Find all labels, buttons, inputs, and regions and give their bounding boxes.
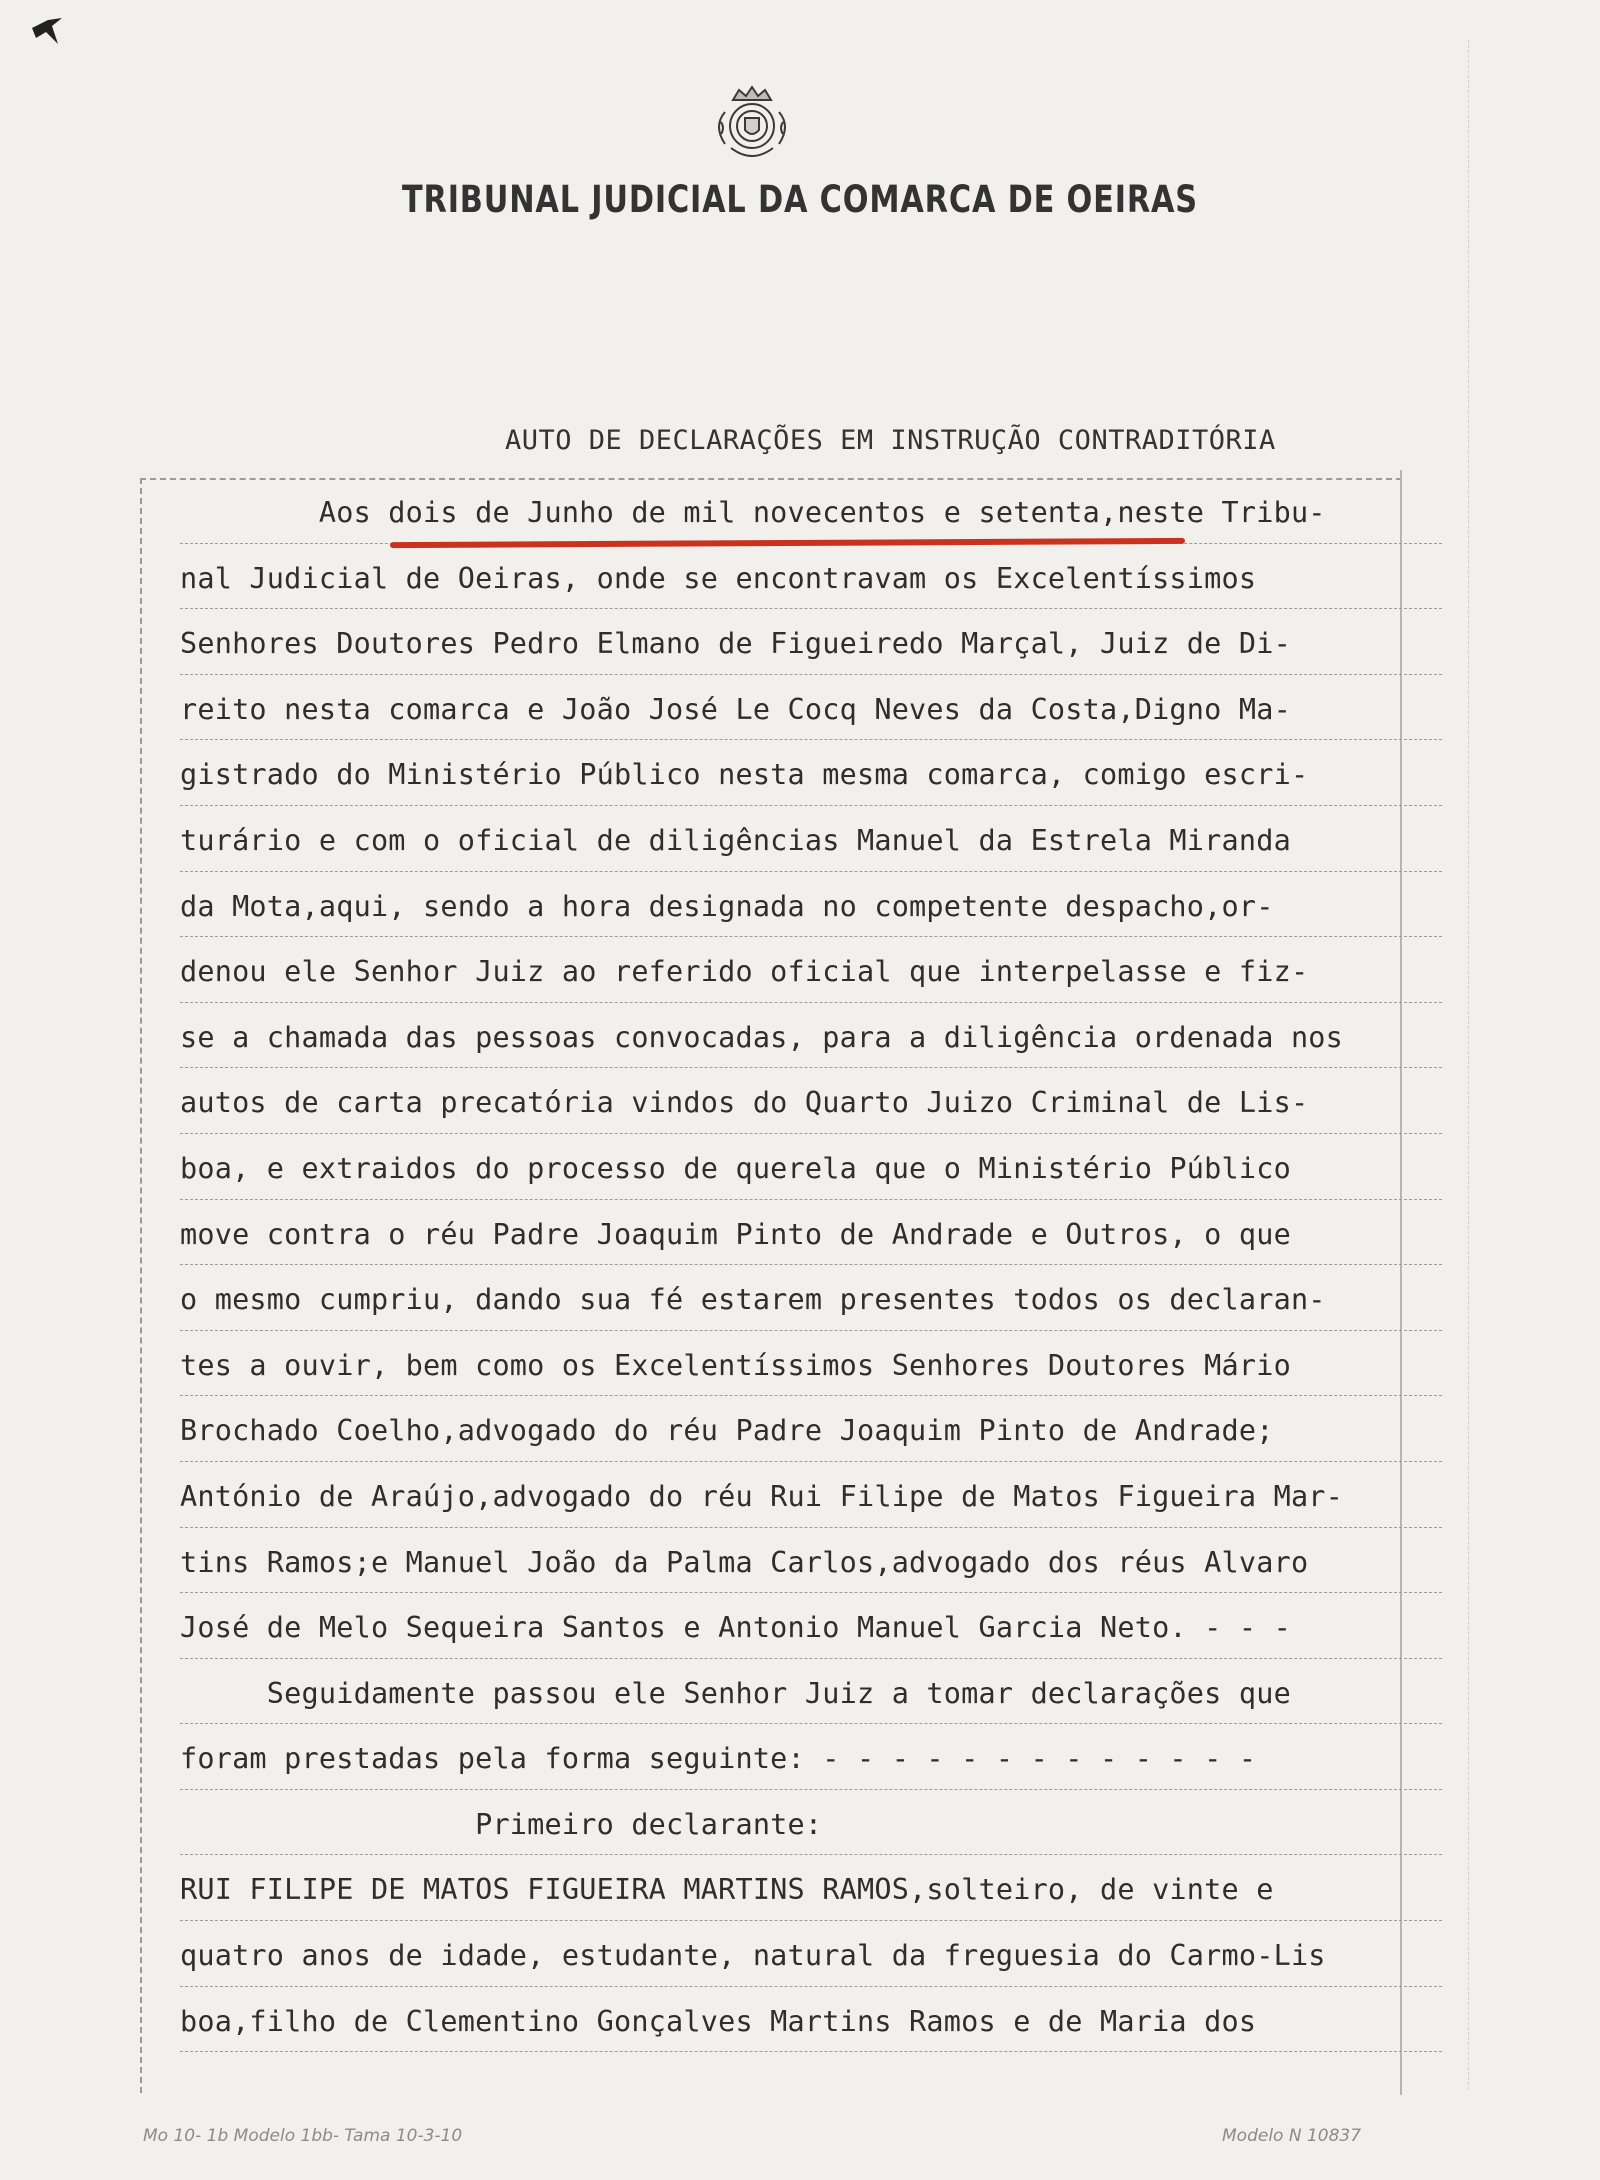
text-line: o mesmo cumpriu, dando sua fé estarem presentes todos os declaran- [180, 1265, 1442, 1331]
text-line: António de Araújo,advogado do réu Rui Filipe de Matos Figueira Mar- [180, 1462, 1442, 1528]
text-line: autos de carta precatória vindos do Quarto Juizo Criminal de Lis- [180, 1068, 1442, 1134]
footer-model-number: Modelo N 10837 [1222, 2126, 1362, 2146]
text-line: nal Judicial de Oeiras, onde se encontravam os Excelentíssimos [180, 544, 1442, 610]
text-line: da Mota,aqui, sendo a hora designada no competente despacho,or- [180, 872, 1442, 938]
text-line: move contra o réu Padre Joaquim Pinto de Andrade e Outros, o que [180, 1200, 1442, 1266]
coat-of-arms-icon [711, 82, 793, 162]
paper-fold-line [1468, 40, 1469, 2090]
ink-blot-mark [28, 14, 68, 48]
text-line: reito nesta comarca e João José Le Cocq Neves da Costa,Digno Ma- [180, 675, 1442, 741]
text-line: Senhores Doutores Pedro Elmano de Figueiredo Marçal, Juiz de Di- [180, 609, 1442, 675]
text-line: José de Melo Sequeira Santos e Antonio Manuel Garcia Neto. - - - [180, 1593, 1442, 1659]
text-line: Brochado Coelho,advogado do réu Padre Joaquim Pinto de Andrade; [180, 1396, 1442, 1462]
text-line: quatro anos de idade, estudante, natural da freguesia do Carmo-Lis [180, 1921, 1442, 1987]
text-line: RUI FILIPE DE MATOS FIGUEIRA MARTINS RAMOS,solteiro, de vinte e [180, 1855, 1442, 1921]
text-line: foram prestadas pela forma seguinte: - - - - - - - - - - - - - [180, 1724, 1442, 1790]
footer-form-code: Mo 10- 1b Modelo 1bb- Tama 10-3-10 [143, 2126, 463, 2146]
text-line: turário e com o oficial de diligências Manuel da Estrela Miranda [180, 806, 1442, 872]
court-title: TRIBUNAL JUDICIAL DA COMARCA DE OEIRAS [402, 178, 1198, 221]
declaration-body [180, 478, 1442, 2052]
text-line: denou ele Senhor Juiz ao referido oficial que interpelasse e fiz- [180, 937, 1442, 1003]
text-line: Aos dois de Junho de mil novecentos e setenta,neste Tribu- [180, 478, 1442, 544]
text-line: boa,filho de Clementino Gonçalves Martins Ramos e de Maria dos [180, 1987, 1442, 2053]
text-line: Seguidamente passou ele Senhor Juiz a tomar declarações que [180, 1659, 1442, 1725]
text-line: tes a ouvir, bem como os Excelentíssimos Senhores Doutores Mário [180, 1331, 1442, 1397]
text-line: boa, e extraidos do processo de querela que o Ministério Público [180, 1134, 1442, 1200]
text-line: Primeiro declarante: [180, 1790, 1442, 1856]
document-heading: AUTO DE DECLARAÇÕES EM INSTRUÇÃO CONTRADITÓRIA [505, 425, 1276, 456]
text-line: se a chamada das pessoas convocadas, para a diligência ordenada nos [180, 1003, 1442, 1069]
text-line: gistrado do Ministério Público nesta mesma comarca, comigo escri- [180, 740, 1442, 806]
text-line: tins Ramos;e Manuel João da Palma Carlos,advogado dos réus Alvaro [180, 1528, 1442, 1594]
frame-left-border [140, 478, 142, 2093]
